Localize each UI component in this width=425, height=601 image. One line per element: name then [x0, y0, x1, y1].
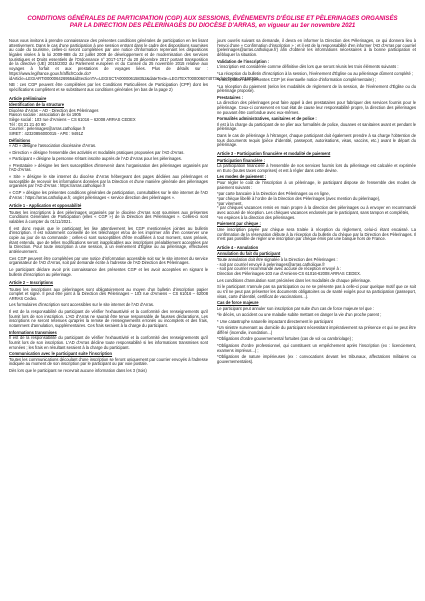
article-paragraph: Les conditions d'annulation sont précisées dans les modalités de chaque pèlerinage. [217, 277, 372, 283]
list-item: *La réception du bulletin d'inscription à la session, l'événement d'Église ou au pèlerinage dûment complété ; [217, 70, 414, 76]
article-paragraph: Les formulaires d'inscription sont accessibles sur le site internet de l'AD d'Arras. [9, 302, 155, 308]
article-paragraph: Il est à la charge du participant de se plier aux formalités de police, douanes et sanitaires avant et pendant le pèlerinage. [217, 121, 416, 132]
section-subheading: Cas de force majeure [217, 300, 259, 306]
list-item: * par chèques vacances remis en main propre à la direction des pèlerinages ou à envoyer en recommandé avec accusé de réception. Les chèques vacances endossés par le participant, sans tampon et complétés, [217, 205, 416, 216]
list-item: *L'acceptation des présentes CGP (et éventuelle notice d'information complémentaire) ; [217, 77, 377, 83]
article-paragraph: Pour régler le coût de l'inscription à un pèlerinage, le participant dispose de l'ensemble des modes de paiement suivants : [217, 179, 416, 190]
section-subheading: Validation de l'inscription : [217, 58, 270, 64]
definition-item: « Participant » désigne la personne s'étant inscrite auprès de l'AD d'Arras pour les pèlerinages. [9, 156, 182, 162]
title-line-2: PAR LA DIRECTION DES PÈLERINAGES DU DIOCÈSE D'ARRAS, en vigueur au 1er novembre 2021 [69, 22, 356, 30]
list-item: *Un sinistre survenant au domicile du participant nécessitant impérativement sa présence et qui ne peut être différé (incendie, inondation...) [217, 325, 416, 335]
section-subheading: Les modes de paiement : [217, 174, 267, 180]
list-item: *Obligations d'ordre professionnel, qui constituent un empêchement après l'inscription (ex : licenciement, examens imprévus...) ; [217, 342, 416, 353]
article-paragraph: La participation financière à l'ensemble de nos services fournis lors du pèlerinage est calculée et exprimée en Euro (toutes taxes comprises) et est à régler dans cette devise. [217, 163, 416, 173]
list-item: *par chèque libellé à l'ordre de la Direction des Pèlerinages (avec mention du pèlerinage), [217, 195, 381, 201]
list-item: - soit par courriel envoyé à pelerinages@arras.catholique.fr [217, 261, 325, 267]
intro-paragraph: Nous vous invitons à prendre connaissance des présentes conditions générales de participation en les lisant attentivement. Dans le cas d'une participation à une session entrant dans le cadre des dispositions soumises au code du tourisme, celles-ci seront complétées par une notice d'information reprenant les dispositions légales visées à la loi 2009-888 du 22 juillet 2009 de développement et de modernisation des services touristiques et Droits essentiels de l'Ordonnance n° 2017-1717 du 20 décembre 2017 portant transposition de la directive (UE) 2015/2302 du Parlement européen et du Conseil du 25 novembre 2015 relative aux voyages à forfait et aux prestations de voyages liées. Plus de détails sur : https://www.legifrance.gouv.fr/affichCode.do?idArticle=LEGIARTI000006426955&idSectionTA=LEGISCTA000006158352&dateTexte=LEGITEXT000006074073&dateTexte=20190204 [9, 37, 259, 81]
article-paragraph: Le participant déclare avoir pris connaissance des présentes CGP et les avoir acceptées en signant le bulletin d'inscription au pèlerinage. [9, 266, 208, 277]
cancellation-list [217, 258, 416, 277]
list-item: - soit par courrier recommandé avec accusé de réception envoyé à : [217, 266, 342, 272]
article-paragraph: Dès lors que le participant ne recevrait aucune information dans les 3 (trois) [9, 367, 147, 373]
two-column-body [9, 39, 416, 376]
article-paragraph: Toutes les inscriptions à des pèlerinages organisés par le diocèse d'Arras sont soumises aux présentes Conditions Générales de Participation (elles « CGP ») de la Direction des Pèlerinages ». Celles-ci sont valables à compter du 01/11/2021. [9, 209, 208, 224]
article-heading: Article préliminaire [9, 95, 47, 101]
article-heading: Article 4 - Annulation [217, 244, 259, 250]
list-item: *par carte bancaire à la Direction des Pèlerinages ou en ligne, [217, 191, 330, 197]
article-paragraph: Une inscription payée par chèque sera traitée à réception du règlement, celui-ci étant encaissé. La confirmation de la réservation débute à la réception du bulletin du chèque par la Direction des Pèlerinages. Il n'est pas possible de régler une inscription par chèque émis par une banque hors de France. [217, 226, 416, 242]
article-paragraph: Le participant peut annuler son inscription par suite d'un cas de force majeure tel que : [217, 305, 375, 311]
document-title [13, 15, 412, 30]
definition-item: « AD » désigne l'association diocésaine d'Arras. [9, 143, 97, 149]
article-heading: Article 1 - Application et opposabilité [9, 203, 82, 209]
list-item: *Obligations d'ordre gouvernemental fortuites (cas de vol ou cambriolage) ; [217, 336, 354, 342]
list-item: Direction des Pèlerinages-103 rue d'Amiens-CS 61016-62008 ARRAS CEDEX. [217, 271, 362, 277]
section-subheading: Informations transmises [9, 329, 57, 335]
section-subheading: Annulation du fait du participant [217, 251, 281, 257]
title-line-1: CONDITIONS GÉNÉRALES DE PARTICIPATION (CGP) AUX SESSIONS, ÉVÉNEMENTS D'ÉGLISE ET PÈLERINAGES ORGANISÉS [27, 15, 398, 22]
article-paragraph: Si le participant n'annule pas sa participation ou ne se présente pas à celle-ci pour quelque motif que ce soit ou s'il ne peut pas présenter les documents obligatoires ou de santé exigés pour sa participation (passeport, visas, carte d'identité, certificat de vaccinations...). [217, 284, 416, 299]
article-paragraph: Dans le cas de pèlerinage à l'étranger, chaque participant doit également prendre à sa charge l'obtention de tous documents requis (pièce d'identité, passeport, autorisations, visas, vaccins, etc.) avant le départ du pèlerinage. [217, 133, 416, 148]
list-item: *le décès, un accident ou une maladie subite mettant en danger la vie d'un proche parent ; [217, 312, 382, 318]
payment-modes-list [217, 192, 416, 220]
structure-identification [9, 109, 208, 137]
article-paragraph: Toutes les inscriptions aux pèlerinages sont obligatoirement au moyen d'un bulletin d'inscription papier complet et signé. Il peut être joint à la Direction des Pèlerinages – 103 rue d'Amiens – CS 61016 – 62008 ARRAS Cedex. [9, 286, 208, 301]
section-subheading: Communication avec le participant suite l'inscription [9, 351, 113, 357]
article-paragraph: Ces CGP peuvent être complétées par une notice d'information accessible soit sur le site internet du service organisateur de l'AD d'Arras, soit par demande écrite à l'adresse de l'AD Direction des Pèlerinages. [9, 255, 208, 266]
section-subheading: Participation financière : [217, 157, 265, 163]
article-paragraph: La direction des pèlerinages peut faire appel à des prestataires pour fabriquer des services fournis pour le pèlerinage. Ceux-ci conservent en tout état de cause leur responsabilité propre, la direction des pèlerinages ne pouvant être confondue avec eux-mêmes. [217, 100, 416, 115]
identification-line: Tél : 03 21 21 40 90 [9, 121, 46, 127]
list-item: *La réception du paiement (selon les modalités de règlement de la session, de l'événement d'Église ou du pèlerinage proposé). [217, 83, 416, 94]
continued-paragraph: jours ouvrés suivant sa demande, il devra en informer la Direction des Pèlerinages, ce qui donnera lieu à l'envoi d'une « Confirmation d'inscription » ; et il est de la responsabilité d'en informer l'AD d'Arras par courriel (pelerinages@arras.catholique.fr) afin d'obtenir les informations nécessaires à la bonne participation et débloquer la situation. [217, 37, 416, 57]
article-paragraph: Il est donc requis que le participant les lise attentivement les CGP mentionnées jointes au bulletin d'inscription. Il est notamment conseillé de les télécharger et/ou de les imprimer afin d'en conserver une copie au jour de sa commande ; celles-ci sont susceptibles d'être modifiées à tout moment, sans préavis, étant entendu, que de telles modifications seront inapplicables aux inscriptions préalablement acceptées par la Direction. Pour toute inscription à une session, à un événement d'Église ou au pèlerinage, effectuées antérieurement. [9, 225, 208, 255]
definitions-heading: Définitions [9, 137, 31, 143]
intro-note: NB : ces CGP peuvent être complétées par les Conditions Particulières de Participation (CPP) dont les spécifications complètent et se substituent aux conditions générales (en bas de la page 2) [9, 82, 208, 92]
right-column [217, 39, 416, 376]
identification-line: Courriel : pelerinages@arras.catholique.fr [9, 126, 86, 132]
identification-line: SIRET : 42320856000015 - APE : 9491Z [9, 131, 84, 137]
section-subheading: Formalités administratives, sanitaires et de police : [217, 116, 317, 122]
article-paragraph: Il est de la responsabilité du participant de vérifier l'exhaustivité et la conformité des renseignements qu'il fournit lors de son inscription. L'AD d'Arras ne saurait être tenue responsable de fausses déclarations. Les inscriptions ne seront retenues qu'après la remise de renseignements erronés ou incomplets et des frais, notamment d'annulation, supplémentaires. Ces frais seraient à la charge du participant. [9, 308, 208, 329]
identification-line: Diocèse d'Arras – AD - Direction des Pèlerinages [9, 107, 99, 113]
definition-item: « Site » désigne le site internet du diocèse d'Arras hébergeant des pages dédiées aux pèlerinages et susceptible de recevoir les informations données par la Direction et d'une manière générale des pèlerinages organisés par l'AD d'Arras : https://arras.catholique.fr [9, 173, 208, 189]
identification-line: Raison sociale : association de loi 1905 [9, 112, 81, 118]
article-heading: Article 3 - Participation financière et modalité de paiement [217, 151, 331, 157]
article-paragraph: Toute annulation doit être signalée à la Direction des Pèlerinages : [217, 256, 338, 262]
list-item: *Obligations de nature impérieuses (ex : convocations devant les tribunaux, affectations militaires ou gouvernementales). [217, 354, 416, 364]
article-paragraph: L'inscription est considérée comme définitive dès lors que seront réunis les trois éléments suivants : [217, 64, 399, 69]
section-subheading: Paiement par chèque : [217, 221, 261, 227]
definition-item: « Prestataire » désigne les tiers susceptibles d'intervenir dans l'organisation des pèlerinages organisés par l'AD d'Arras. [9, 162, 208, 173]
list-item: * Une catastrophe naturelle impactant directement le participant [217, 318, 333, 324]
section-subheading: Identification de la structure [9, 102, 65, 108]
list-item: *par virement, [217, 200, 243, 206]
definition-item: « Direction » désigne l'ensemble des activités et modalités pratiques proposées par l'AD d'Arras. [9, 149, 185, 155]
article-paragraph: Il est de la responsabilité du participant de vérifier l'exhaustivité et la conformité des renseignements qu'il fournit lors de son inscription. L'AD d'Arras décline toute responsabilité si les informations transmises sont erronées ; les frais en résultant seraient à la charge du participant. [9, 335, 208, 350]
definition-item: « CGP » désigne les présentes conditions générales de participation, consultables sur le site internet de l'AD d'Arras : https://arras.catholique.fr, onglet pèlerinages « service direction des pèlerinages ». [9, 189, 208, 200]
identification-line: Siège social : 103 rue d'Amiens – CS 61016 – 62008 ARRAS CEDEX [9, 116, 136, 122]
list-item: *en espèces à la direction des pèlerinages. [217, 214, 296, 220]
article-paragraph: Toutes les communications découlant d'une inscription se feront uniquement par courrier envoyés à l'adresse indiquée au moment de son inscription par le participant ou par voie postale. [9, 356, 208, 367]
article-heading: Article 2 – Inscriptions [9, 280, 54, 286]
section-subheading: Prestataires : [217, 94, 244, 100]
